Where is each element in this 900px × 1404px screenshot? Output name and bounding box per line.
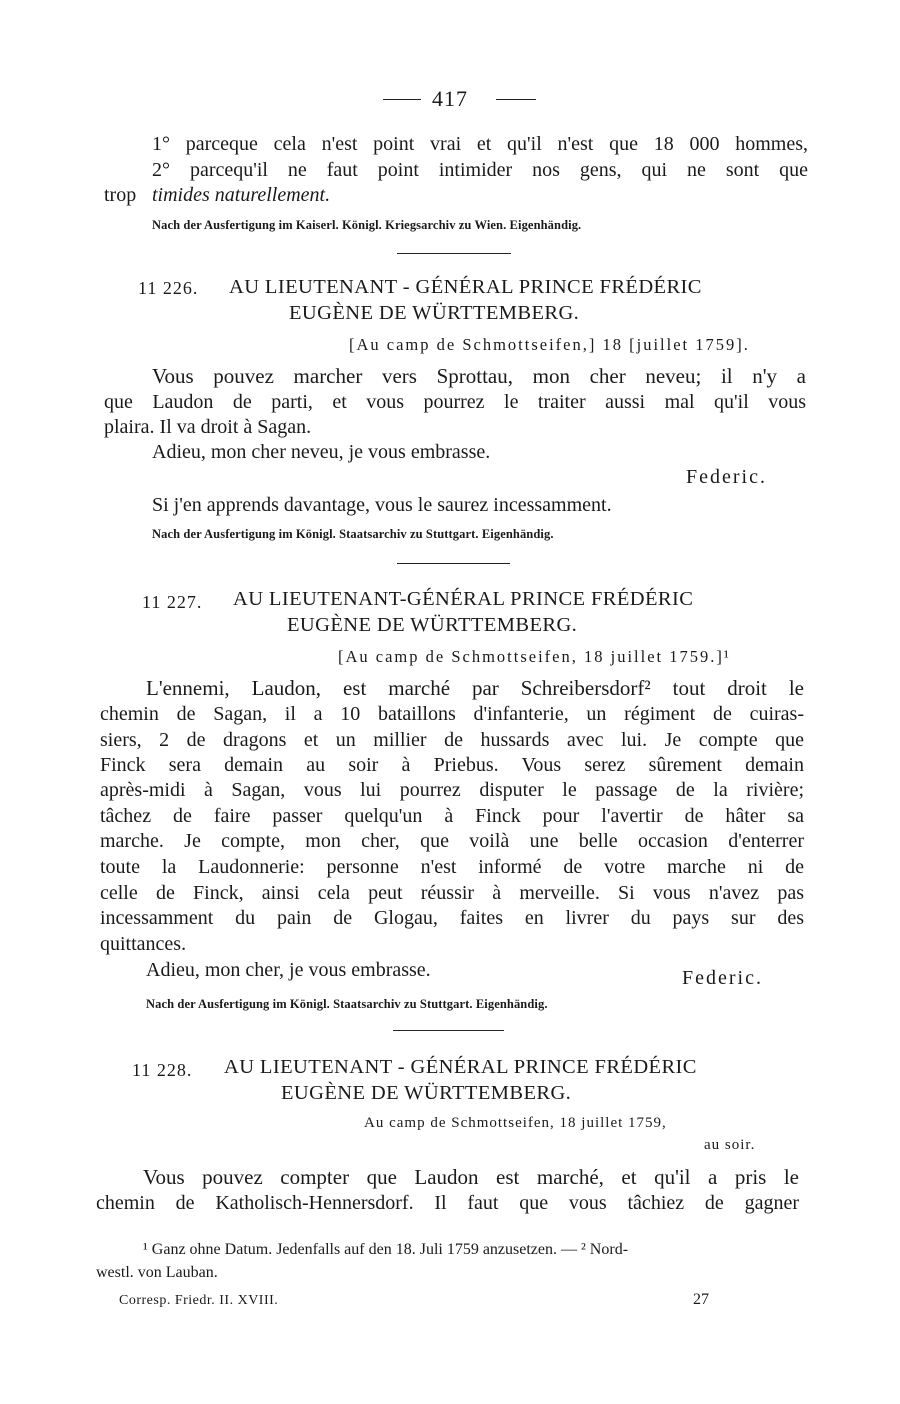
- continuation-line-3a: trop: [104, 184, 137, 206]
- header-dash-right: [496, 99, 536, 100]
- letter-heading-line-1: AU LIEUTENANT - GÉNÉRAL PRINCE FRÉDÉRIC: [229, 276, 702, 298]
- section-rule: [393, 1030, 504, 1031]
- letter-body-line: celle de Finck, ainsi cela peut réussir à merveille. Si vous n'avez pas: [100, 882, 804, 904]
- letter-body-line: chemin de Sagan, il a 10 bataillons d'infanterie, un régiment de cuiras-: [100, 703, 804, 725]
- signature: Federic.: [682, 967, 763, 989]
- section-rule: [397, 563, 510, 564]
- continuation-line-1: 1° parceque cela n'est point vrai et qu'il n'est que 18 000 hommes,: [152, 133, 808, 155]
- footer-signature: Corresp. Friedr. II. XVIII.: [119, 1293, 279, 1308]
- footer-sheet-number: 27: [693, 1291, 709, 1308]
- letter-number: 11 226.: [138, 278, 199, 298]
- letter-body-line: plaira. Il va droit à Sagan.: [104, 416, 312, 438]
- header-dash-left: [383, 99, 421, 100]
- footnote-line-2: westl. von Lauban.: [96, 1264, 218, 1281]
- letter-dateline: [Au camp de Schmottseifen, 18 juillet 1759.]¹: [338, 647, 731, 666]
- letter-body-line: L'ennemi, Laudon, est marché par Schreibersdorf² tout droit le: [146, 676, 804, 700]
- letter-body-line: Vous pouvez compter que Laudon est marché, et qu'il a pris le: [143, 1165, 799, 1189]
- letter-body-line: Vous pouvez marcher vers Sprottau, mon cher neveu; il n'y a: [152, 364, 806, 388]
- letter-heading-line-2: EUGÈNE DE WÜRTTEMBERG.: [287, 614, 578, 636]
- letter-body-line: quittances.: [100, 933, 187, 955]
- letter-body-line: Finck sera demain au soir à Priebus. Vous serez sûrement demain: [100, 754, 804, 776]
- footnote-line-1: ¹ Ganz ohne Datum. Jedenfalls auf den 18. Juli 1759 anzusetzen. — ² Nord-: [143, 1241, 629, 1258]
- letter-number: 11 228.: [132, 1060, 193, 1080]
- signature: Federic.: [686, 466, 767, 488]
- page-number: 417: [432, 86, 468, 111]
- letter-body-line: marche. Je compte, mon cher, que voilà une belle occasion d'enterrer: [100, 830, 804, 852]
- continuation-line-2: 2° parcequ'il ne faut point intimider nos gens, qui ne sont que: [152, 159, 808, 181]
- letter-body-line: tâchez de faire passer quelqu'un à Finck pour l'avertir de hâter sa: [100, 805, 804, 827]
- letter-body-line: chemin de Katholisch-Hennersdorf. Il faut que vous tâchiez de gagner: [96, 1192, 799, 1214]
- postscript: Si j'en apprends davantage, vous le saurez incessamment.: [152, 494, 612, 516]
- letter-body-line: Adieu, mon cher, je vous embrasse.: [146, 959, 431, 981]
- continuation-line-3b: timides naturellement.: [152, 184, 331, 206]
- letter-body-line: après-midi à Sagan, vous lui pourrez disputer le passage de la rivière;: [100, 779, 804, 801]
- letter-heading-line-2: EUGÈNE DE WÜRTTEMBERG.: [281, 1082, 572, 1104]
- letter-dateline-extra: au soir.: [704, 1137, 756, 1153]
- letter-body-line: que Laudon de parti, et vous pourrez le traiter aussi mal qu'il vous: [104, 391, 806, 413]
- section-rule: [397, 253, 511, 254]
- source-note: Nach der Ausfertigung im Kaiserl. Königl. Kriegsarchiv zu Wien. Eigenhändig.: [152, 218, 582, 232]
- letter-dateline: [Au camp de Schmottseifen,] 18 [juillet 1759].: [349, 335, 750, 354]
- letter-number: 11 227.: [142, 592, 203, 612]
- letter-body-line: Adieu, mon cher neveu, je vous embrasse.: [152, 441, 491, 463]
- source-note: Nach der Ausfertigung im Königl. Staatsarchiv zu Stuttgart. Eigenhändig.: [152, 527, 554, 541]
- letter-heading-line-1: AU LIEUTENANT - GÉNÉRAL PRINCE FRÉDÉRIC: [224, 1056, 697, 1078]
- source-note: Nach der Ausfertigung im Königl. Staatsarchiv zu Stuttgart. Eigenhändig.: [146, 997, 548, 1011]
- letter-body-line: toute la Laudonnerie: personne n'est informé de votre marche ni de: [100, 856, 804, 878]
- letter-heading-line-1: AU LIEUTENANT-GÉNÉRAL PRINCE FRÉDÉRIC: [233, 588, 694, 610]
- letter-body-line: incessamment du pain de Glogau, faites en livrer du pays sur des: [100, 907, 804, 929]
- letter-dateline: Au camp de Schmottseifen, 18 juillet 1759,: [364, 1115, 667, 1131]
- letter-heading-line-2: EUGÈNE DE WÜRTTEMBERG.: [289, 302, 580, 324]
- letter-body-line: siers, 2 de dragons et un millier de hussards avec lui. Je compte que: [100, 729, 804, 751]
